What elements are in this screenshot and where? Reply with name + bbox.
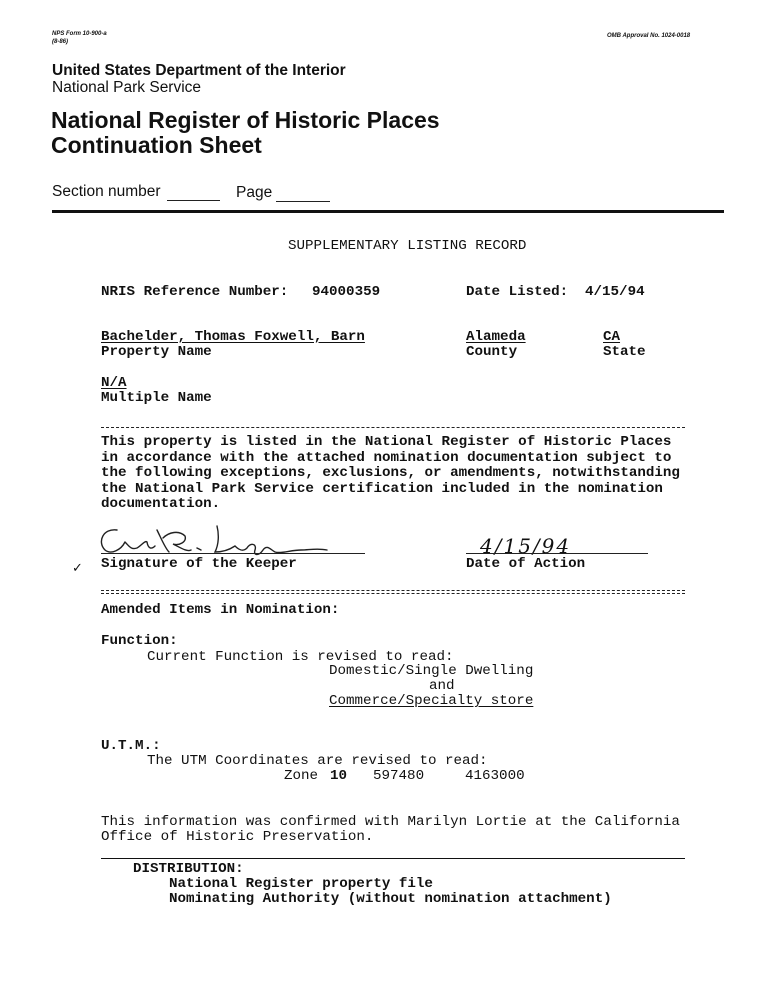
state-label: State xyxy=(603,344,646,360)
page-label: Page xyxy=(236,184,273,201)
utm-intro: The UTM Coordinates are revised to read: xyxy=(147,753,488,769)
form-number: NPS Form 10-900-a xyxy=(52,31,107,37)
utm-northing: 4163000 xyxy=(465,768,525,784)
function-label: Function: xyxy=(101,633,178,649)
page-blank xyxy=(276,201,330,202)
service-name: National Park Service xyxy=(52,79,202,96)
date-listed-label: Date Listed: xyxy=(466,284,569,300)
function-intro: Current Function is revised to read: xyxy=(147,649,454,665)
statement-line-4: the National Park Service certification included in the nomination xyxy=(101,480,663,497)
distribution-heading: DISTRIBUTION: xyxy=(133,861,244,877)
signature-line xyxy=(101,553,365,554)
utm-label: U.T.M.: xyxy=(101,738,161,754)
statement-line-1: This property is listed in the National Register of Historic Places xyxy=(101,434,672,450)
dashed-divider xyxy=(101,427,685,428)
record-heading: SUPPLEMENTARY LISTING RECORD xyxy=(288,238,527,254)
utm-zone-label: Zone xyxy=(284,768,319,784)
section-number-blank xyxy=(167,200,220,201)
date-action-line xyxy=(466,553,648,554)
department-name: United States Department of the Interior xyxy=(52,62,346,79)
initial-mark-icon: ✓ xyxy=(72,561,83,576)
function-line-1: Domestic/Single Dwelling xyxy=(329,663,534,679)
amended-items-heading: Amended Items in Nomination: xyxy=(101,602,340,618)
state-value: CA xyxy=(603,329,621,345)
property-name-label: Property Name xyxy=(101,344,212,360)
statement-line-2: in accordance with the attached nomination documentation subject to xyxy=(101,449,672,466)
signature-label: Signature of the Keeper xyxy=(101,556,297,572)
form-date: (8-86) xyxy=(52,39,69,45)
function-line-2: Commerce/Specialty store xyxy=(329,693,534,709)
header-divider xyxy=(52,210,724,213)
nris-value: 94000359 xyxy=(312,284,381,300)
statement-line-3: the following exceptions, exclusions, or amendments, notwithstanding xyxy=(101,465,680,481)
section-number-label: Section number xyxy=(52,183,161,200)
distribution-item-1: National Register property file xyxy=(169,876,433,892)
document-subtitle: Continuation Sheet xyxy=(51,132,262,158)
omb-approval: OMB Approval No. 1024-0018 xyxy=(607,33,691,39)
utm-zone-value: 10 xyxy=(330,768,348,784)
utm-easting: 597480 xyxy=(373,768,425,784)
distribution-item-2: Nominating Authority (without nomination attachment) xyxy=(169,891,612,907)
distribution-divider xyxy=(101,858,685,859)
nris-label: NRIS Reference Number: xyxy=(101,284,289,300)
county-label: County xyxy=(466,344,518,360)
document-title: National Register of Historic Places xyxy=(51,107,440,133)
handwritten-action-date: 4/15/94 xyxy=(480,534,572,558)
date-action-label: Date of Action xyxy=(466,556,586,572)
statement-line-5: documentation. xyxy=(101,496,221,512)
multiple-name-value: N/A xyxy=(101,375,127,391)
county-value: Alameda xyxy=(466,329,526,345)
double-dashed-divider xyxy=(101,590,685,594)
date-listed-value: 4/15/94 xyxy=(585,284,645,300)
confirmation-line-1: This information was confirmed with Marilyn Lortie at the California xyxy=(101,814,680,830)
property-name-value: Bachelder, Thomas Foxwell, Barn xyxy=(101,329,365,345)
confirmation-line-2: Office of Historic Preservation. xyxy=(101,829,374,845)
function-and: and xyxy=(429,678,455,694)
multiple-name-label: Multiple Name xyxy=(101,390,212,406)
